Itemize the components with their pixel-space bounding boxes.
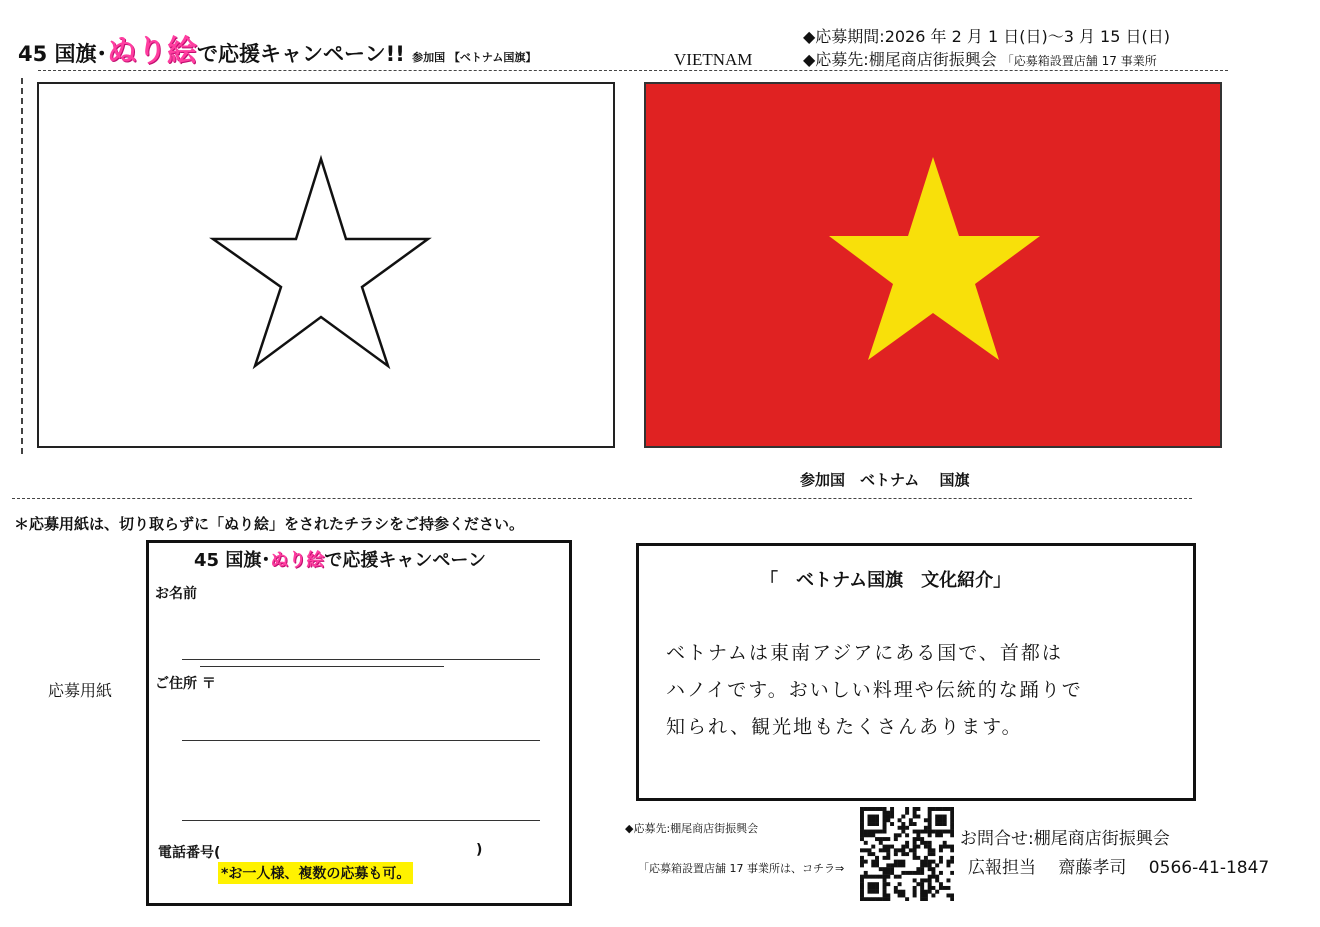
vietnam-flag-color <box>644 82 1222 448</box>
name-field[interactable] <box>182 659 540 660</box>
name-label: お名前 <box>155 586 197 602</box>
title-nurie: ぬり絵 <box>107 34 198 69</box>
address-field-1[interactable] <box>182 740 540 741</box>
title-suffix: で応援キャンペーン!! <box>197 42 405 66</box>
contact-line-1: お問合せ:棚尾商店街振興会 <box>960 829 1170 849</box>
flag-caption: 参加国 ベトナム 国旗 <box>800 471 970 489</box>
form-title <box>194 546 486 572</box>
qr-code-icon <box>860 807 954 901</box>
entry-note: ＊応募用紙は、切り取らずに「ぬり絵」をされたチラシをご持参ください。 <box>14 515 525 533</box>
star-outline-icon <box>39 84 613 446</box>
form-title-nurie: ぬり絵 <box>270 550 325 571</box>
destination-note: 「応募箱設置店舗 17 事業所 <box>1001 54 1157 68</box>
form-side-label: 応募用紙 <box>48 681 113 700</box>
culture-line-2: ハノイです。おいしい料理や伝統的な踊りで <box>666 679 1083 701</box>
form-title-suffix: で応援キャンペーン <box>324 550 486 571</box>
qr-code[interactable] <box>860 807 954 901</box>
page-title <box>18 26 536 70</box>
culture-line-3: 知られ、観光地もたくさんあります。 <box>666 716 1023 738</box>
cut-line-left <box>21 78 23 454</box>
footer-destination: ◆応募先:棚尾商店街振興会 <box>625 822 759 835</box>
application-destination <box>803 47 1157 70</box>
cut-line-top <box>38 70 1228 71</box>
culture-title: 「 ベトナム国旗 文化紹介」 <box>760 570 1012 591</box>
title-prefix: 45 国旗･ <box>18 42 108 66</box>
phone-label: 電話番号( <box>158 845 221 861</box>
destination-text: ◆応募先:棚尾商店街振興会 <box>803 50 997 69</box>
yellow-star-icon <box>646 84 1220 446</box>
contact-line-2: 広報担当 齋藤孝司 0566-41-1847 <box>968 858 1270 878</box>
cut-line-middle <box>12 498 1192 499</box>
name-field-underline <box>200 666 444 667</box>
participant-tag: 参加国 【ベトナム国旗】 <box>412 51 537 64</box>
address-field-2[interactable] <box>182 820 540 821</box>
application-period: ◆応募期間:2026 年 2 月 1 日(日)～3 月 15 日(日) <box>803 27 1170 46</box>
phone-close-paren: ) <box>476 842 483 858</box>
multiple-entry-note: *お一人様、複数の応募も可。 <box>218 862 413 884</box>
culture-line-1: ベトナムは東南アジアにある国で、首都は <box>666 642 1063 664</box>
coloring-flag-outline <box>37 82 615 448</box>
country-label: VIETNAM <box>674 50 753 69</box>
footer-stores-link[interactable]: 「応募箱設置店舗 17 事業所は、コチラ⇒ <box>638 862 845 875</box>
form-title-prefix: 45 国旗･ <box>194 550 271 571</box>
address-label: ご住所 〒 <box>155 676 216 692</box>
